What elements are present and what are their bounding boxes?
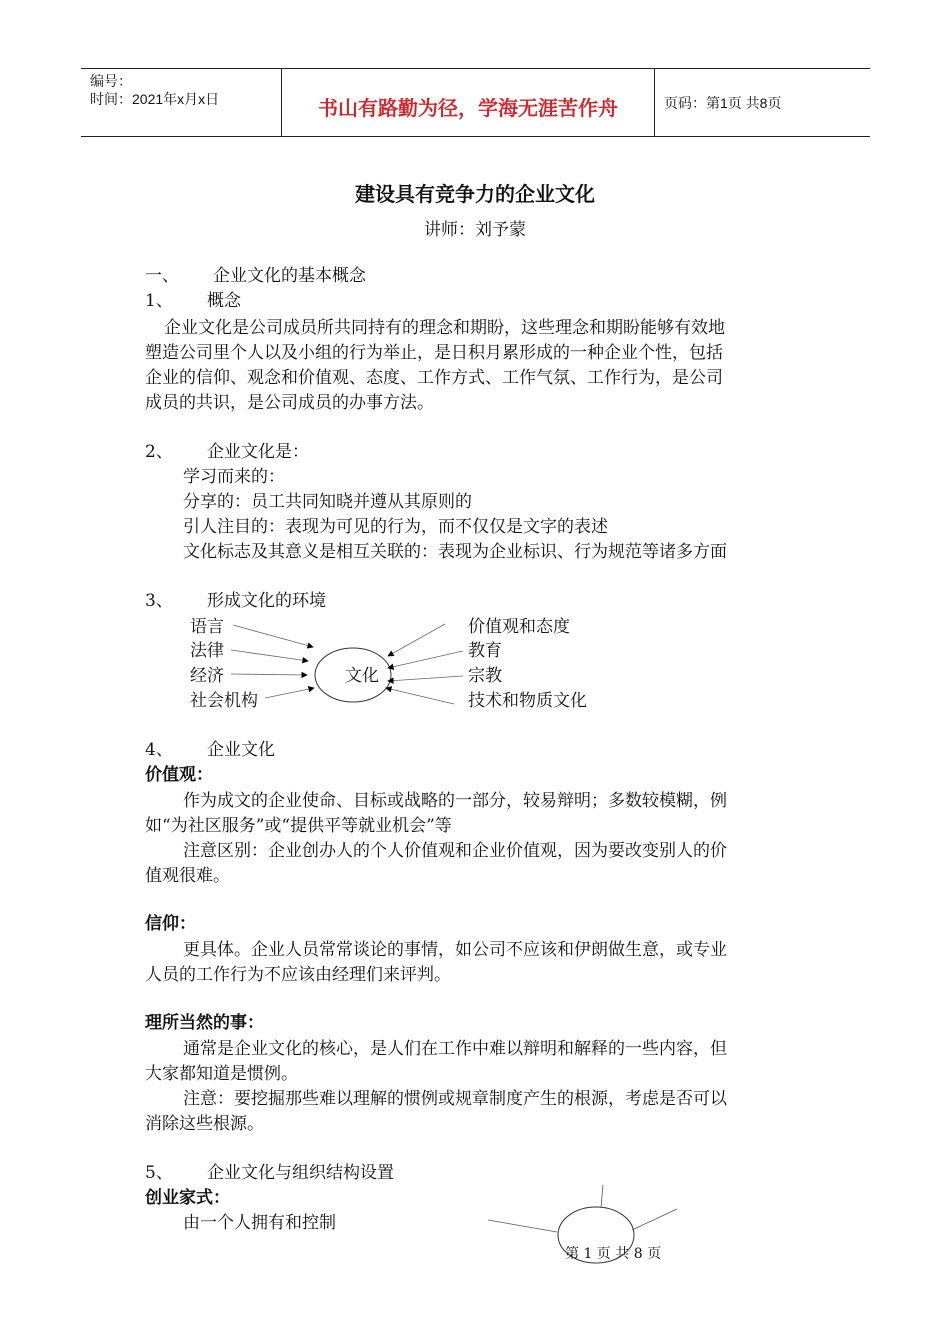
arrow-education [388, 651, 463, 668]
point-1-number: 1、 [145, 291, 173, 311]
p1-line: 塑造公司里个人以及小组的行为举止，是日积月累形成的一种企业个性，包括 [145, 343, 723, 363]
belief-line: 人员的工作行为不应该由经理们来评判。 [145, 965, 451, 985]
time-label: 时间：2021年x月x日 [90, 91, 220, 107]
env-left-item: 语言 [190, 617, 224, 637]
p1-line: 企业的信仰、观念和价值观、态度、工作方式、工作气氛、工作行为，是公司 [145, 368, 723, 388]
given-heading: 理所当然的事： [145, 1013, 264, 1033]
arrow-religion [388, 676, 463, 681]
arrow-social-institutions [265, 688, 314, 698]
env-left-item: 社会机构 [190, 691, 258, 711]
env-right-item: 教育 [468, 641, 502, 661]
values-heading: 价值观： [145, 765, 213, 785]
values-line: 作为成文的企业使命、目标或战略的一部分，较易辩明；多数较模糊，例 [183, 791, 727, 811]
point-2-title: 企业文化是： [207, 442, 309, 462]
point-2-number: 2、 [145, 442, 173, 462]
lecturer: 讲师：刘予蒙 [424, 220, 526, 240]
number-label: 编号： [90, 73, 132, 89]
founder-heading: 创业家式： [145, 1188, 230, 1208]
structure-line [601, 1185, 603, 1207]
page-info: 页码：第1页 共8页 [664, 95, 782, 111]
p2-item: 学习而来的： [183, 467, 285, 487]
section-1-title: 企业文化的基本概念 [213, 266, 366, 286]
p1-line: 成员的共识，是公司成员的办事方法。 [145, 393, 434, 413]
given-line: 消除这些根源。 [145, 1114, 264, 1134]
env-right-item: 技术和物质文化 [468, 691, 587, 711]
doc-title: 建设具有竞争力的企业文化 [355, 182, 595, 206]
arrow-law [231, 650, 308, 661]
point-5-title: 企业文化与组织结构设置 [207, 1163, 394, 1183]
p2-item: 引人注目的：表现为可见的行为，而不仅仅是文字的表述 [183, 517, 608, 537]
structure-line [632, 1209, 677, 1230]
arrow-economy [231, 674, 307, 675]
motto: 书山有路勤为径，学海无涯苦作舟 [318, 96, 618, 120]
arrow-technology [386, 688, 454, 704]
env-right-item: 宗教 [468, 666, 502, 686]
point-4-title: 企业文化 [207, 740, 275, 760]
env-left-item: 经济 [190, 666, 224, 686]
env-right-item: 价值观和态度 [468, 617, 570, 637]
point-5-number: 5、 [145, 1163, 173, 1183]
belief-heading: 信仰： [145, 914, 196, 934]
point-3-title: 形成文化的环境 [207, 591, 326, 611]
p2-item: 文化标志及其意义是相互关联的：表现为企业标识、行为规范等诸多方面 [183, 542, 727, 562]
arrow-values [388, 624, 445, 656]
values-line: 注意区别：企业创办人的个人价值观和企业价值观，因为要改变别人的价 [183, 841, 727, 861]
point-3-number: 3、 [145, 591, 173, 611]
arrow-language [233, 625, 313, 647]
point-1-title: 概念 [207, 291, 241, 311]
founder-line: 由一个人拥有和控制 [183, 1213, 336, 1233]
point-4-number: 4、 [145, 740, 173, 760]
p1-line: 企业文化是公司成员所共同持有的理念和期盼，这些理念和期盼能够有效地 [164, 318, 725, 338]
given-line: 大家都知道是惯例。 [145, 1064, 298, 1084]
section-1-number: 一、 [145, 266, 179, 286]
p2-item: 分享的：员工共同知晓并遵从其原则的 [183, 492, 472, 512]
footer-page-number: 第 1 页 共 8 页 [565, 1246, 662, 1262]
values-line: 值观很难。 [145, 866, 230, 886]
env-left-item: 法律 [190, 641, 224, 661]
belief-line: 更具体。企业人员常常谈论的事情，如公司不应该和伊朗做生意，或专业 [183, 940, 727, 960]
given-line: 注意：要挖掘那些难以理解的惯例或规章制度产生的根源，考虑是否可以 [183, 1089, 727, 1109]
culture-center-label: 文化 [345, 666, 379, 686]
values-line: 如“为社区服务”或“提供平等就业机会”等 [145, 816, 452, 836]
structure-line [488, 1220, 557, 1232]
given-line: 通常是企业文化的核心，是人们在工作中难以辩明和解释的一些内容，但 [183, 1039, 727, 1059]
